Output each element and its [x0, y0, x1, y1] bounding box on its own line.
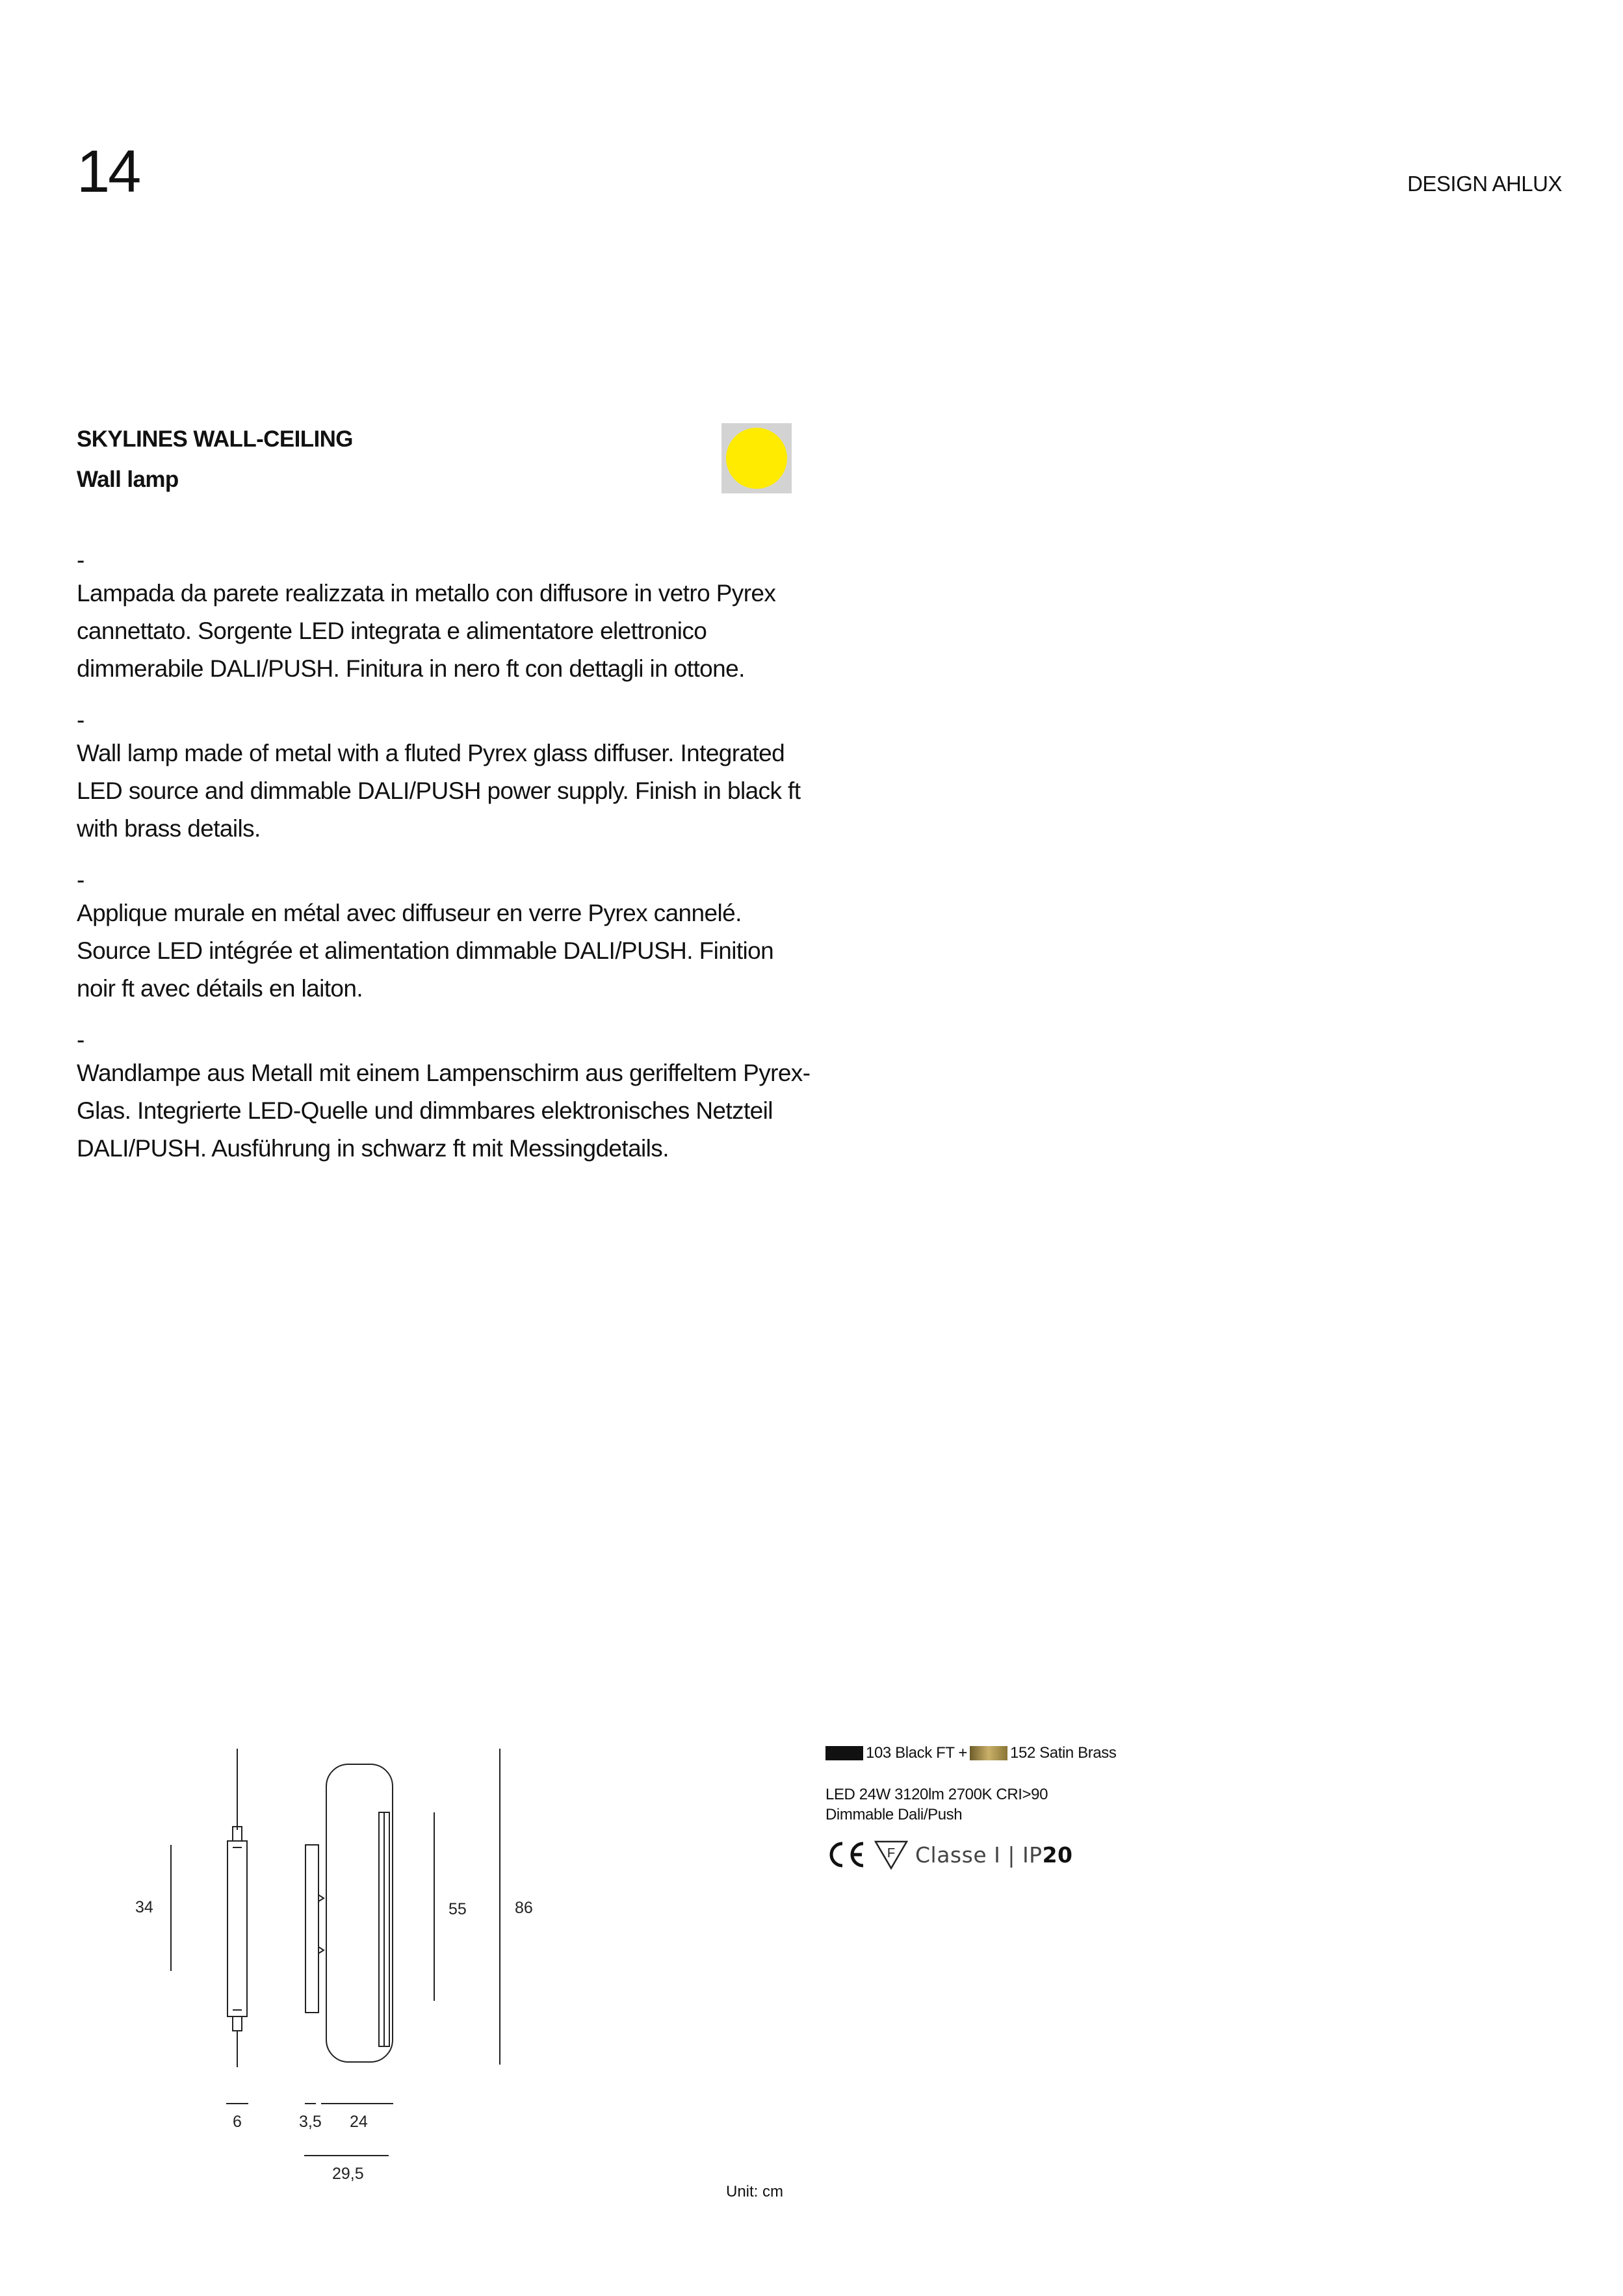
ce-mark-icon [825, 1840, 866, 1870]
description-english [77, 706, 818, 848]
description-german [77, 1026, 818, 1168]
description-italian [77, 546, 818, 688]
side-view-body [227, 1841, 247, 2016]
dimension-label-height-total: 86 [515, 1899, 533, 1917]
wall-plate-bracket-bottom [318, 1947, 324, 1953]
dimension-label-total-width: 29,5 [332, 2165, 364, 2183]
black-finish-label: 103 Black FT + [866, 1744, 968, 1762]
electrical-class-label: Classe I | IP20 [915, 1842, 1073, 1868]
unit-note: Unit: cm [726, 2183, 784, 2200]
light-color-swatch [721, 423, 792, 493]
spec-line-dimming: Dimmable Dali/Push [825, 1806, 963, 1823]
ip-rating-value: 20 [1042, 1842, 1073, 1868]
dimension-label-height-inner: 55 [448, 1900, 467, 1918]
product-name: SKYLINES WALL-CEILING [77, 426, 353, 452]
description-dash: - [77, 547, 85, 573]
dimension-label-inner-width: 24 [350, 2113, 368, 2131]
technical-drawing [117, 1749, 572, 2204]
f-mark-icon [874, 1838, 909, 1871]
description-text: Lampada da parete realizzata in metallo con diffusore in vetro Pyrex cannettato. Sorgente LED integrata e alimentatore elettronico dimmerabile DALI/PUSH. Finitura in nero ft con dettagli in ottone. [77, 580, 776, 682]
wall-plate-bracket-top [318, 1895, 324, 1901]
dimension-label-base-width: 3,5 [299, 2113, 322, 2131]
dimension-diagram [117, 1749, 572, 2204]
description-text: Applique murale en métal avec diffuseur en verre Pyrex cannelé. Source LED intégrée et alimentation dimmable DALI/PUSH. Finition noir ft avec détails en laiton. [77, 900, 774, 1002]
light-color-icon [726, 428, 787, 489]
black-finish-swatch [825, 1746, 863, 1760]
brand-name: DESIGN AHLUX [1407, 172, 1562, 196]
description-dash: - [77, 707, 85, 733]
description-text: Wall lamp made of metal with a fluted Pyrex glass diffuser. Integrated LED source and dimmable DALI/PUSH power supply. Finish in black ft with brass details. [77, 740, 801, 842]
spec-lines [825, 1784, 1048, 1825]
svg-text:F: F [887, 1846, 896, 1860]
description-text: Wandlampe aus Metall mit einem Lampenschirm aus geriffeltem Pyrex-Glas. Integrierte LED-Quelle und dimmbares elektronisches Netzteil DALI/PUSH. Ausführung in schwarz ft mit Messingdetails. [77, 1060, 811, 1162]
brass-finish-swatch [970, 1746, 1007, 1760]
description-dash: - [77, 867, 85, 893]
dimension-label-depth: 6 [233, 2113, 242, 2131]
wall-plate [305, 1845, 318, 2013]
outer-frame [326, 1764, 393, 2062]
finish-options [825, 1744, 1116, 1762]
brass-finish-label: 152 Satin Brass [1010, 1744, 1117, 1762]
description-french [77, 866, 818, 1008]
descriptions [77, 546, 818, 1186]
product-type: Wall lamp [77, 467, 179, 492]
certifications [825, 1838, 1073, 1871]
side-view-fitting-bottom [233, 2016, 242, 2031]
spec-line-led: LED 24W 3120lm 2700K CRI>90 [825, 1786, 1048, 1803]
description-dash: - [77, 1026, 85, 1053]
page-number: 14 [77, 138, 140, 205]
dimension-label-height-body: 34 [135, 1898, 153, 1916]
